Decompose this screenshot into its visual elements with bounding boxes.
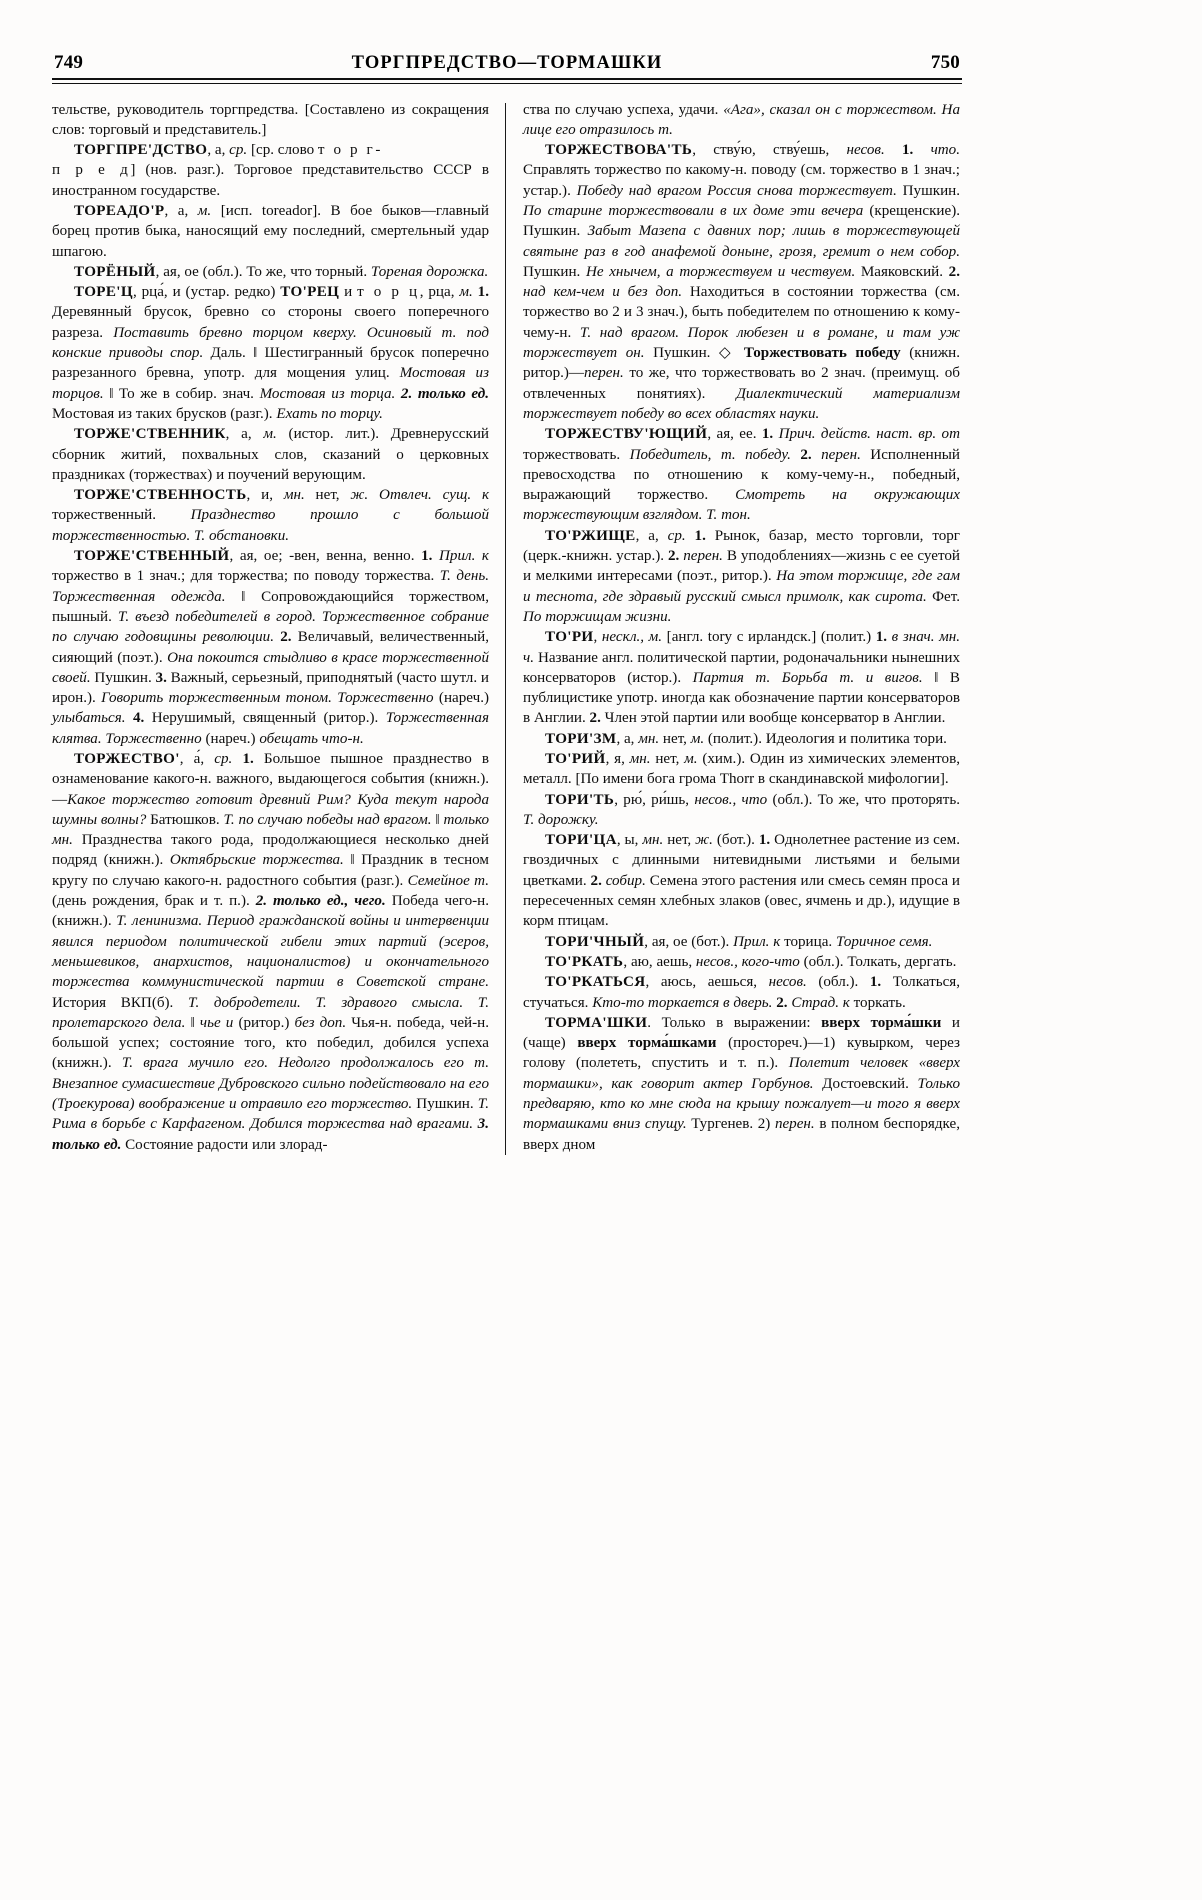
dictionary-entry: ТОРЕАДО'Р, а, м. [исп. toreador]. В бое быков—главный борец против быка, наносящий ему последний, смертельный удар шпагою.: [52, 202, 489, 260]
dictionary-entry: ТО'РКАТЬСЯ, аюсь, аешься, несов. (обл.). 1. Толкаться, стучаться. Кто-то торкается в дверь. 2. Страд. к торкать.: [523, 974, 961, 1011]
dictionary-entry: ТОРИ'ТЬ, рю́, ри́шь, несов., что (обл.). То же, что проторять. Т. дорожку.: [523, 791, 960, 828]
dictionary-entry: ТО'РЖИЩЕ, а, ср. 1. Рынок, базар, место торговли, торг (церк.-книжн. устар.). 2. перен. В уподоблениях—жизнь с ее суетой и мелкими интересами (поэт., ритор.). На этом торжище, где гам и теснота, где здравый русский смысл примолк, как сирота. Фет. По торжищам жизни.: [523, 527, 961, 625]
dictionary-entry: ТОРЖЕ'СТВЕННОСТЬ, и, мн. нет, ж. Отвлеч. сущ. к торжественный. Празднество прошло с большой торжественностью. Т. обстановки.: [52, 487, 489, 544]
running-head: [52, 52, 962, 78]
dictionary-entry: ТОРЖЕСТВОВА'ТЬ, ству́ю, ству́ешь, несов. 1. что. Справлять торжество по какому-н. поводу (см. торжество в 1 знач.; устар.). Победу над врагом Россия снова торжествует. Пушкин. По старине торжествовали в их доме эти вечера (крещенские). Пушкин. Забыт Мазепа с давних пор; лишь в торжествующей святыне раз в год анафемой доныне, грозя, гремит о нем собор. Пушкин. Не хнычем, а торжествуем и чествуем. Маяковский. 2. над кем-чем и без доп. Находиться в состоянии торжества (см. торжество во 2 и 3 знач.), быть победителем по отношению к кому-чему-н. Т. над врагом. Порок любезен и в романе, и там уж торжествует он. Пушкин. ◇ Торжествовать победу (книжн. ритор.)—перен. то же, что торжествовать во 2 знач. (преимущ. об отвлеченных понятиях). Диалектический материализм торжествует победу во всех областях науки.: [523, 142, 961, 422]
dictionary-entry: ТОРИ'ЦА, ы, мн. нет, ж. (бот.). 1. Однолетнее растение из сем. гвоздичных с длинными нитевидными листьями и белыми цветками. 2. собир. Семена этого растения или смесь семян проса и пересеченных семян хлебных злаков (овес, ячмень и др.), идущие в корм птицам.: [523, 832, 960, 930]
folio-right: 750: [930, 52, 960, 73]
dictionary-entry: ТОРИ'ЗМ, а, мн. нет, м. (полит.). Идеология и политика тори.: [545, 730, 947, 747]
folio-left: 749: [54, 52, 84, 73]
dictionary-entry: ТО'РКАТЬ, аю, аешь, несов., кого-что (обл.). Толкать, дергать.: [545, 953, 957, 970]
dictionary-entry: ТОРЕ'Ц, рца́, и (устар. редко) ТО'РЕЦ и т о р ц, рца, м. 1. Деревянный брусок, бревно со стороны своего поперечного разреза. Поставить бревно торцом кверху. Осиновый т. под конские приводы спор. Даль. ‖ Шестигранный брусок поперечно разрезанного бревна, употр. для мощения улиц. Мостовая из торцов. ‖ То же в собир. знач. Мостовая из торца. 2. только ед. Мостовая из таких брусков (разг.). Ехать по торцу.: [52, 284, 490, 422]
running-title: ТОРГПРЕДСТВО—ТОРМАШКИ: [351, 53, 663, 73]
dictionary-entry: ТО'РИЙ, я, мн. нет, м. (хим.). Один из химических элементов, металл. [По имени бога грома Thorr в скандинавской мифологии].: [523, 751, 961, 788]
dictionary-entry: ТОРЁНЫЙ, ая, ое (обл.). То же, что торный. Тореная дорожка.: [74, 263, 489, 280]
text-column-left: [52, 100, 505, 1155]
entry-continuation: ства по случаю успеха, удачи. «Ага», сказал он с торжеством. На лице его отразилось т.: [523, 101, 960, 138]
dictionary-entry: ТО'РИ, нескл., м. [англ. tory с ирландск.] (полит.) 1. в знач. мн. ч. Название англ. политической партии, родоначальники нынешних консерваторов (истор.). Партия т. Борьба т. и вигов. ‖ В публицистике употр. иногда как обозначение партии консерваторов в Англии. 2. Член этой партии или вообще консерватор в Англии.: [523, 629, 960, 727]
dictionary-entry: ТОРГПРЕ'ДСТВО, а, ср. [ср. слово т о р г- п р е д] (нов. разг.). Торговое представительство СССР в иностранном государстве.: [52, 142, 489, 199]
entry-continuation: тельстве, руководитель торгпредства. [Составлено из сокращения слов: торговый и представитель.]: [52, 101, 489, 138]
dictionary-entry: ТОРЖЕ'СТВЕННИК, а, м. (истор. лит.). Древнерусский сборник житий, похвальных слов, сказаний о церковных праздниках (торжествах) и поучений верующим.: [52, 426, 489, 483]
dictionary-entry: ТОРЖЕСТВО', а́, ср. 1. Большое пышное празднество в ознаменование какого-н. важного, выдающегося события (книжн.).—Какое торжество готовит древний Рим? Куда текут народа шумны волны? Батюшков. Т. по случаю победы над врагом. ‖ только мн. Празднества такого рода, продолжающиеся несколько дней подряд (книжн.). Октябрьские торжества. ‖ Праздник в тесном кругу по случаю какого-н. радостного события (разг.). Семейное т. (день рождения, брак и т. п.). 2. только ед., чего. Победа чего-н. (книжн.). Т. ленинизма. Период гражданской войны и интервенции явился периодом политической гибели этих партий (эсеров, меньшевиков, анархистов, националистов) и окончательного торжества коммунистической партии в Советской стране. История ВКП(б). Т. добродетели. Т. здравого смысла. Т. пролетарского дела. ‖ чье и (ритор.) без доп. Чья-н. победа, чей-н. большой успех; состояние того, кто победил, добился успеха (книжн.). Т. врага мучило его. Недолго продолжалось его т. Внезапное сумасшествие Дубровского сильно подействовало на его (Троекурова) воображение и отравило его торжество. Пушкин. Т. Рима в борьбе с Карфагеном. Добился торжества над врагами. 3. только ед. Состояние радости или злорад-: [52, 751, 490, 1153]
header-rule: [52, 78, 962, 84]
column-container: [52, 100, 962, 1155]
dictionary-entry: ТОРЖЕСТВУ'ЮЩИЙ, ая, ее. 1. Прич. действ. наст. вр. от торжествовать. Победитель, т. победу. 2. перен. Исполненный превосходства по отношению к кому-чему-н., победный, выражающий торжество. Смотреть на окружающих торжествующим взглядом. Т. тон.: [523, 426, 960, 524]
dictionary-entry: ТОРИ'ЧНЫЙ, ая, ое (бот.). Прил. к торица. Торичное семя.: [545, 933, 933, 950]
text-column-right: [506, 100, 960, 1155]
dictionary-entry: ТОРЖЕ'СТВЕННЫЙ, ая, ое; -вен, венна, венно. 1. Прил. к торжество в 1 знач.; для торжества; по поводу торжества. Т. день. Торжественная одежда. ‖ Сопровождающийся торжеством, пышный. Т. въезд победителей в город. Торжественное собрание по случаю годовщины революции. 2. Величавый, величественный, сияющий (поэт.). Она покоится стыдливо в красе торжественной своей. Пушкин. 3. Важный, серьезный, приподнятый (часто шутл. и ирон.). Говорить торжественным тоном. Торжественно (нареч.) улыбаться. 4. Нерушимый, священный (ритор.). Торжественная клятва. Торжественно (нареч.) обещать что-н.: [52, 548, 490, 747]
dictionary-entry: ТОРМА'ШКИ. Только в выражении: вверх торма́шки и (чаще) вверх торма́шками (простореч.)—1) кувырком, через голову (полететь, спустить и т. п.). Полетит человек «вверх тормашки», как говорит актер Горбунов. Достоевский. Только предваряю, кто ко мне сюда на крышу пожалует—и того я вверх тормашками вниз спущу. Тургенев. 2) перен. в полном беспорядке, вверх дном: [523, 1014, 960, 1153]
page-content-area: [52, 52, 962, 1155]
